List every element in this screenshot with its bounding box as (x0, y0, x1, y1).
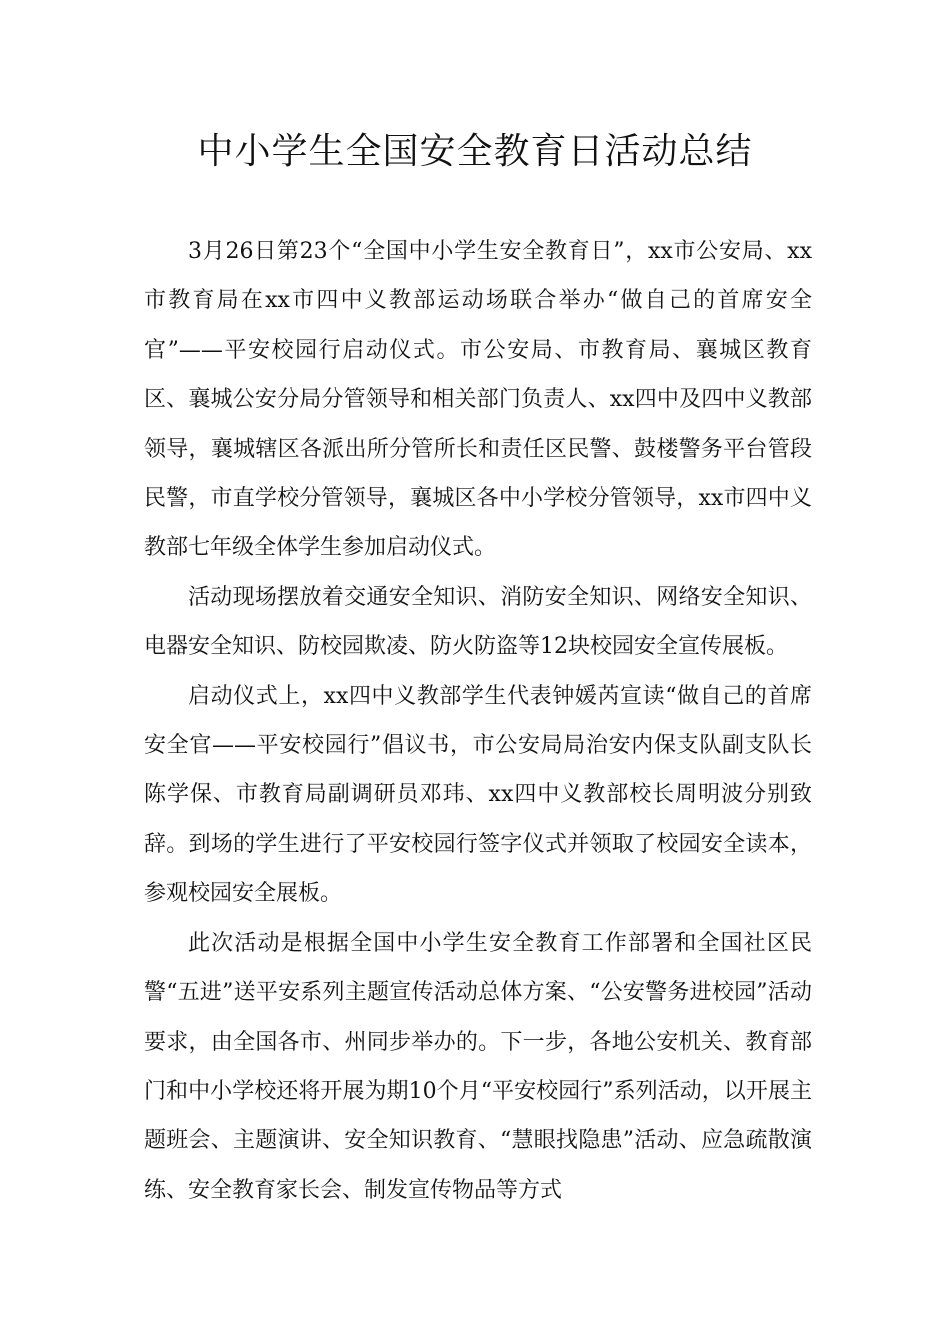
paragraph-4: 此次活动是根据全国中小学生安全教育工作部署和全国社区民警“五进”送平安系列主题宣传活动总体方案、“公安警务进校园”活动要求，由全国各市、州同步举办的。下一步，各地公安机关、教育部门和中小学校还将开展为期10个月“平安校园行”系列活动，以开展主题班会、主题演讲、安全知识教育、“慧眼找隐患”活动、应急疏散演练、安全教育家长会、制发宣传物品等方式 (144, 930, 812, 1203)
paragraph-2: 活动现场摆放着交通安全知识、消防安全知识、网络安全知识、电器安全知识、防校园欺凌、防火防盗等12块校园安全宣传展板。 (144, 584, 812, 660)
document-title: 中小学生全国安全教育日活动总结 (197, 131, 753, 172)
document-body (144, 227, 812, 1215)
paragraph-3: 启动仪式上，xx四中义教部学生代表钟媛芮宣读“做自己的首席安全官——平安校园行”倡议书，市公安局局治安内保支队副支队长陈学保、市教育局副调研员邓玮、xx四中义教部校长周明波分别致辞。到场的学生进行了平安校园行签字仪式并领取了校园安全读本，参观校园安全展板。 (144, 683, 812, 907)
paragraph-1: 3月26日第23个“全国中小学生安全教育日”，xx市公安局、xx市教育局在xx市四中义教部运动场联合举办“做自己的首席安全官”——平安校园行启动仪式。市公安局、市教育局、襄城区教育区、襄城公安分局分管领导和相关部门负责人、xx四中及四中义教部领导，襄城辖区各派出所分管所长和责任区民警、鼓楼警务平台管段民警，市直学校分管领导，襄城区各中小学校分管领导，xx市四中义教部七年级全体学生参加启动仪式。 (144, 239, 812, 561)
